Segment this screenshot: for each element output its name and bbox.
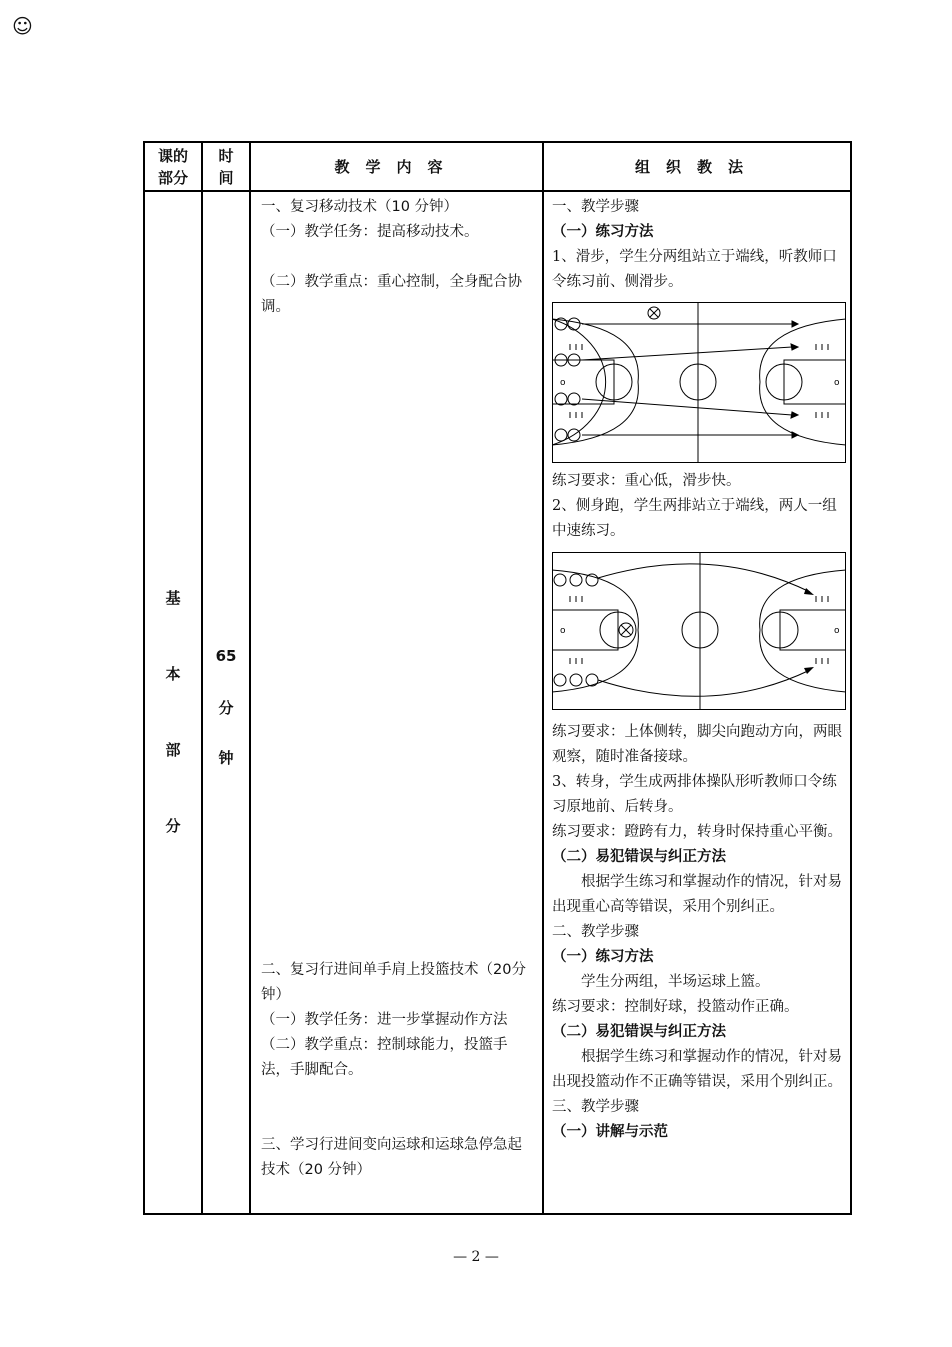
- section2-title: 二、复习行进间单手肩上投篮技术（20分钟）: [261, 962, 526, 1003]
- page-number: — 2 —: [453, 1249, 499, 1265]
- m1-p1: 1、滑步，学生分两组站立于端线，听教师口令练习前、侧滑步。: [552, 249, 837, 290]
- m1-sub: （一）练习方法: [552, 224, 654, 240]
- header-part: [144, 142, 202, 191]
- m1-req3: 练习要求：蹬跨有力，转身时保持重心平衡。: [552, 824, 842, 840]
- header-part-line1: 课的: [157, 146, 188, 165]
- m1-step: 一、教学步骤: [552, 199, 639, 215]
- m1-req1: 练习要求：重心低，滑步快。: [552, 473, 741, 489]
- m3-step: 三、教学步骤: [552, 1099, 639, 1115]
- part-char-4: 分: [165, 817, 181, 835]
- time-minutes: 65: [215, 647, 237, 665]
- section2-task: （一）教学任务：进一步掌握动作方法: [261, 1012, 508, 1028]
- m1-err-txt: 根据学生练习和掌握动作的情况，针对易出现重心高等错误，采用个别纠正。: [552, 874, 842, 915]
- smiley-icon: ☺: [12, 14, 33, 38]
- body-row: [144, 191, 851, 1214]
- court-diagram-side-run: [552, 552, 846, 710]
- m2-sub: （一）练习方法: [552, 949, 654, 965]
- time-cell: [202, 191, 250, 1214]
- header-part-line2: 部分: [157, 168, 188, 187]
- header-time-line1: 时: [218, 146, 234, 165]
- spacer: [261, 320, 534, 958]
- m1-req2: 练习要求：上体侧转，脚尖向跑动方向，两眼观察，随时准备接球。: [552, 724, 842, 765]
- court-diagram-slide: [552, 302, 846, 463]
- header-time: [202, 142, 250, 191]
- m1-p3: 3、转身，学生成两排体操队形听教师口令练习原地前、后转身。: [552, 774, 837, 815]
- svg-text:ο: ο: [560, 378, 566, 388]
- time-char-2: 钟: [218, 749, 234, 767]
- header-content: 教学内容: [250, 142, 543, 191]
- m2-err-txt: 根据学生练习和掌握动作的情况，针对易出现投篮动作不正确等错误，采用个别纠正。: [552, 1049, 842, 1090]
- header-method: 组织教法: [543, 142, 851, 191]
- m1-err: （二）易犯错误与纠正方法: [552, 849, 726, 865]
- part-char-3: 部: [165, 741, 181, 759]
- svg-text:ο: ο: [834, 378, 840, 388]
- lesson-table: [143, 141, 852, 1215]
- svg-text:ο: ο: [834, 626, 840, 636]
- header-row: [144, 142, 851, 191]
- m2-err: （二）易犯错误与纠正方法: [552, 1024, 726, 1040]
- part-cell: [144, 191, 202, 1214]
- content-cell: [250, 191, 543, 1214]
- section1-focus: （二）教学重点：重心控制，全身配合协调。: [261, 274, 522, 315]
- m1-p2: 2、侧身跑，学生两排站立于端线，两人一组中速练习。: [552, 498, 837, 539]
- spacer: [261, 1083, 534, 1133]
- svg-text:ο: ο: [560, 626, 566, 636]
- part-char-1: 基: [165, 589, 181, 607]
- time-char-1: 分: [218, 699, 234, 717]
- m2-p1: 学生分两组，半场运球上篮。: [581, 974, 770, 990]
- section3-title: 三、学习行进间变向运球和运球急停急起技术（20 分钟）: [261, 1137, 522, 1178]
- header-time-line2: 间: [218, 168, 234, 187]
- m2-step: 二、教学步骤: [552, 924, 639, 940]
- m2-req: 练习要求：控制好球，投篮动作正确。: [552, 999, 799, 1015]
- method-cell: [543, 191, 851, 1214]
- section1-title: 一、复习移动技术（10 分钟）: [261, 199, 459, 215]
- part-char-2: 本: [165, 665, 181, 683]
- m3-sub: （一）讲解与示范: [552, 1124, 668, 1140]
- section2-focus: （二）教学重点：控制球能力，投篮手法，手脚配合。: [261, 1037, 508, 1078]
- section1-task: （一）教学任务：提高移动技术。: [261, 224, 479, 240]
